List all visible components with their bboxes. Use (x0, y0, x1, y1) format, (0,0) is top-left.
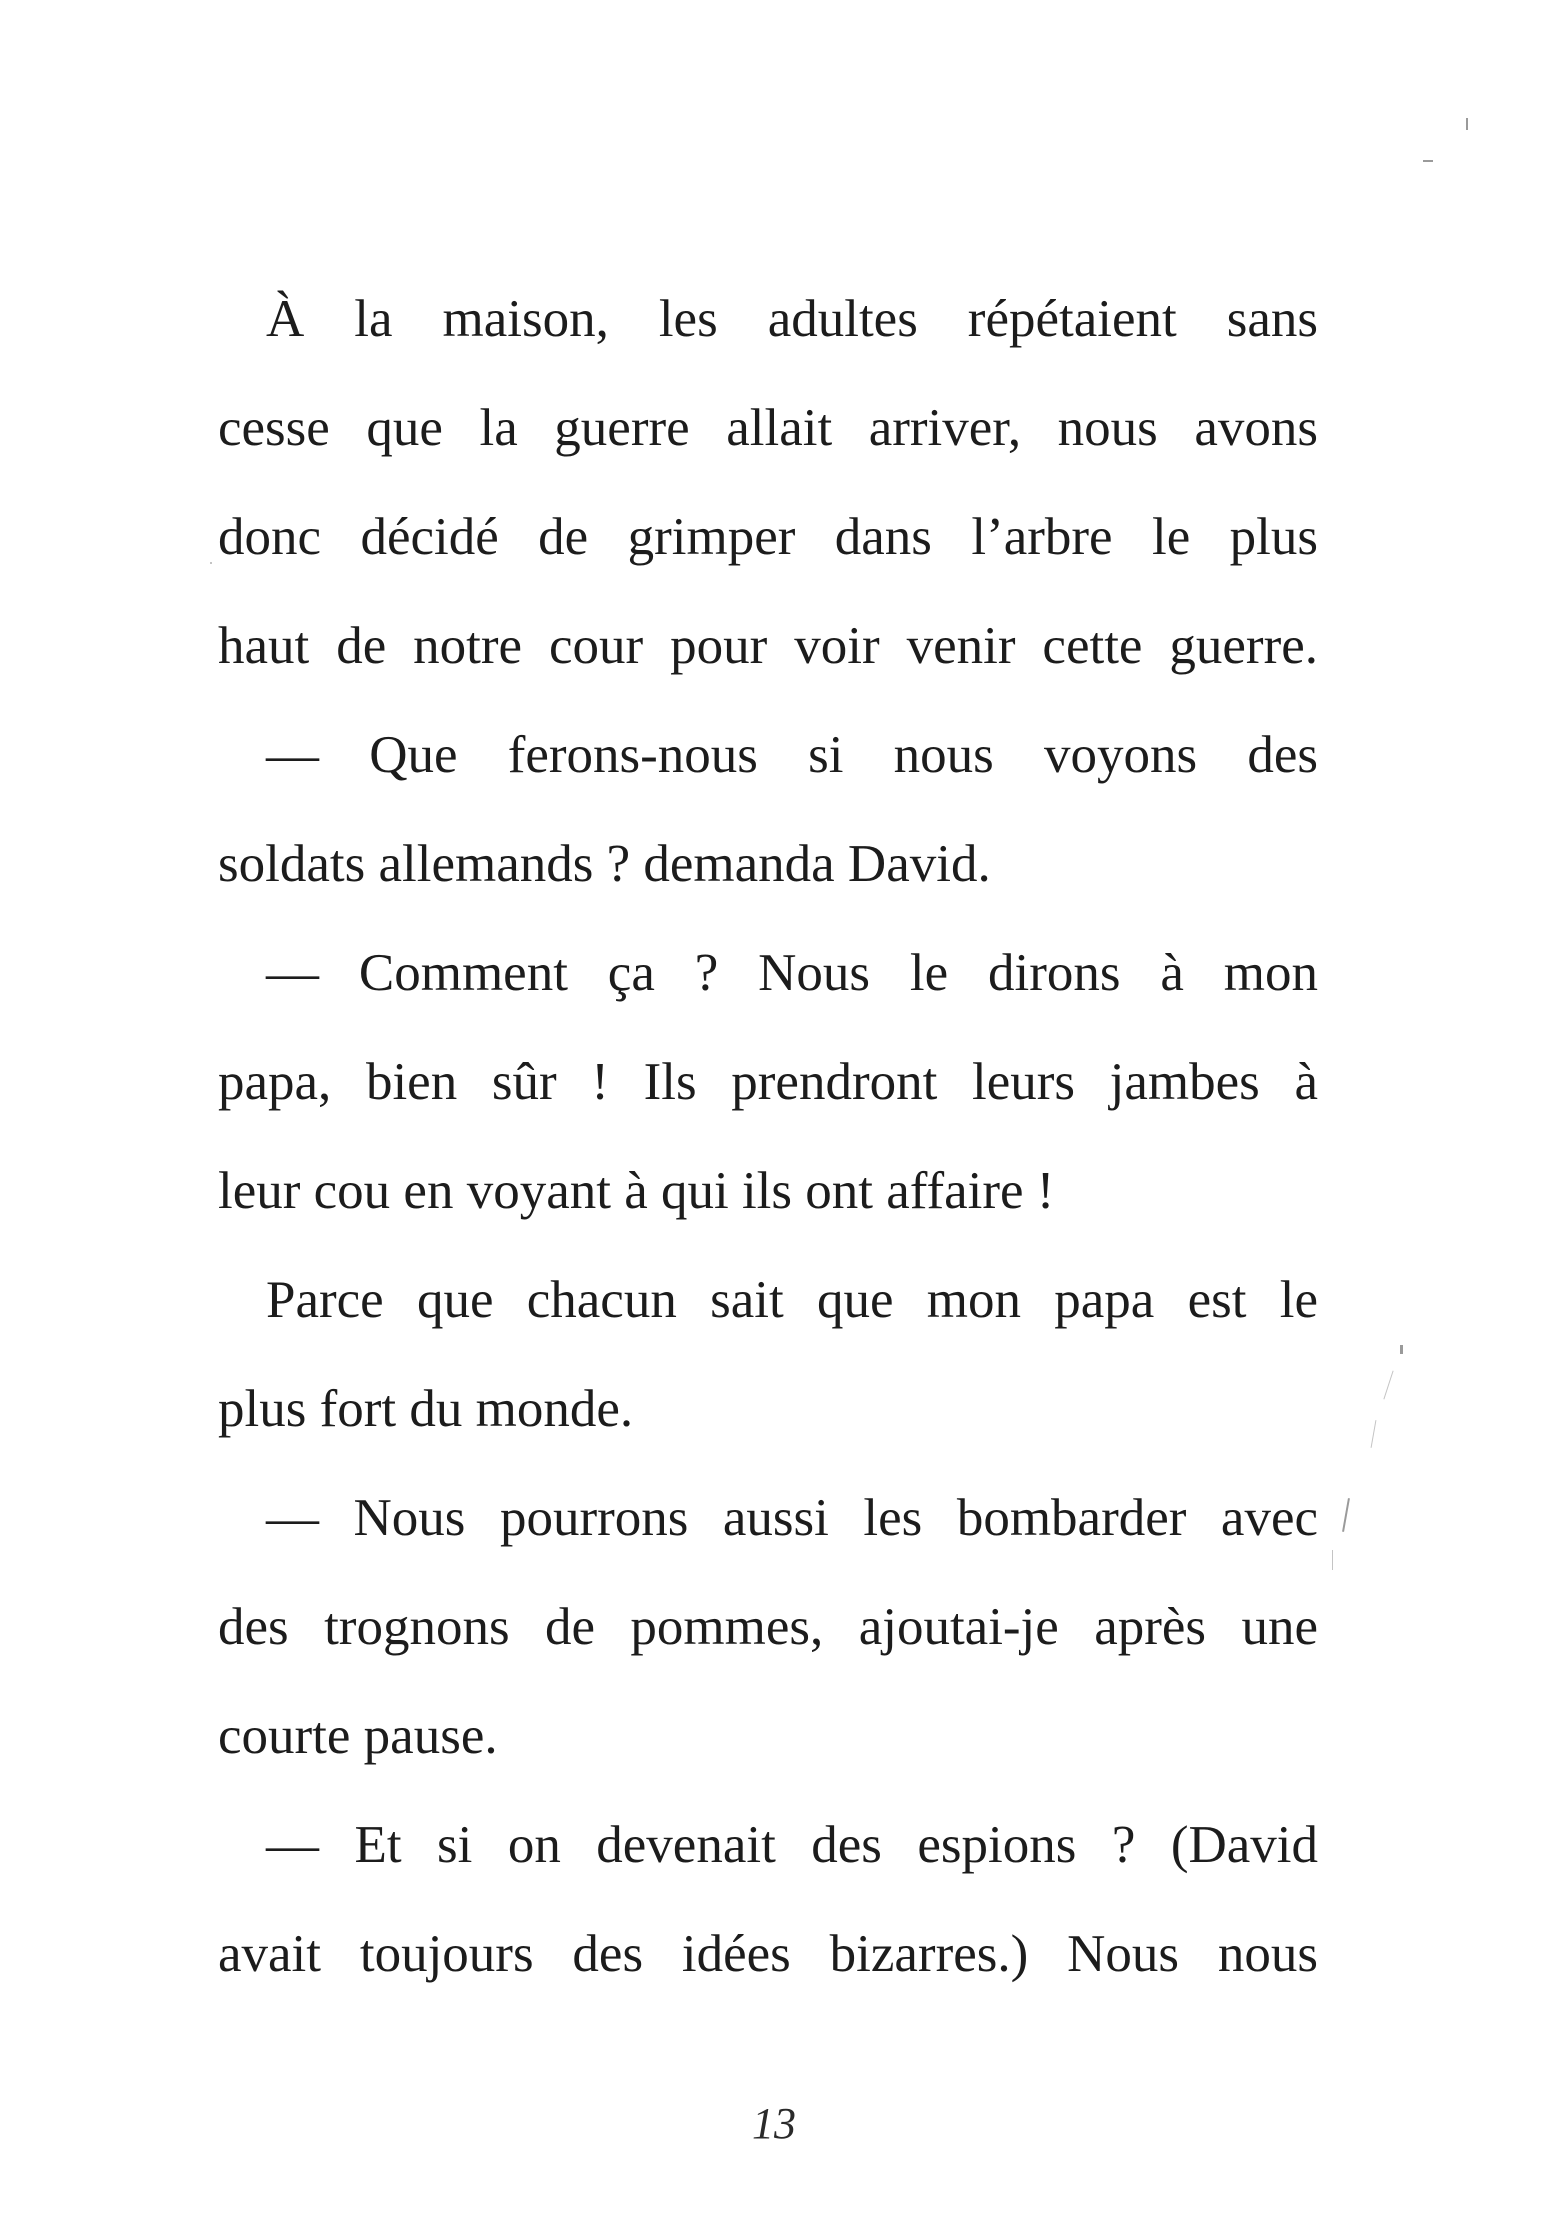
scan-speck (210, 562, 212, 564)
page-number: 13 (752, 2099, 796, 2148)
text-line: papa, bien sûr ! Ils prendront leurs jambes à (218, 1053, 1318, 1111)
text-line: plus fort du monde. (218, 1380, 634, 1438)
scan-speck (1383, 1371, 1393, 1400)
text-line: Parce que chacun sait que mon papa est le (266, 1271, 1318, 1329)
body-text (218, 265, 1318, 2009)
scan-speck (1466, 118, 1468, 130)
text-line: haut de notre cour pour voir venir cette guerre. (218, 617, 1318, 675)
scan-speck (1400, 1345, 1403, 1354)
text-line: des trognons de pommes, ajoutai-je après une (218, 1598, 1318, 1656)
text-line: avait toujours des idées bizarres.) Nous nous (218, 1925, 1318, 1983)
scan-speck (1371, 1420, 1377, 1448)
scan-speck (1342, 1498, 1350, 1532)
text-line: — Comment ça ? Nous le dirons à mon (266, 944, 1318, 1002)
text-line: — Que ferons-nous si nous voyons des (266, 726, 1318, 784)
text-line: donc décidé de grimper dans l’arbre le plus (218, 508, 1318, 566)
text-line: leur cou en voyant à qui ils ont affaire ! (218, 1162, 1055, 1220)
scan-speck (1332, 1550, 1333, 1570)
text-line: soldats allemands ? demanda David. (218, 835, 991, 893)
text-line: — Et si on devenait des espions ? (David (266, 1816, 1318, 1874)
text-line: À la maison, les adultes répétaient sans (266, 290, 1318, 348)
text-line: courte pause. (218, 1707, 498, 1765)
text-line: — Nous pourrons aussi les bombarder avec (266, 1489, 1318, 1547)
text-line: cesse que la guerre allait arriver, nous avons (218, 399, 1318, 457)
scan-speck (1423, 160, 1433, 162)
